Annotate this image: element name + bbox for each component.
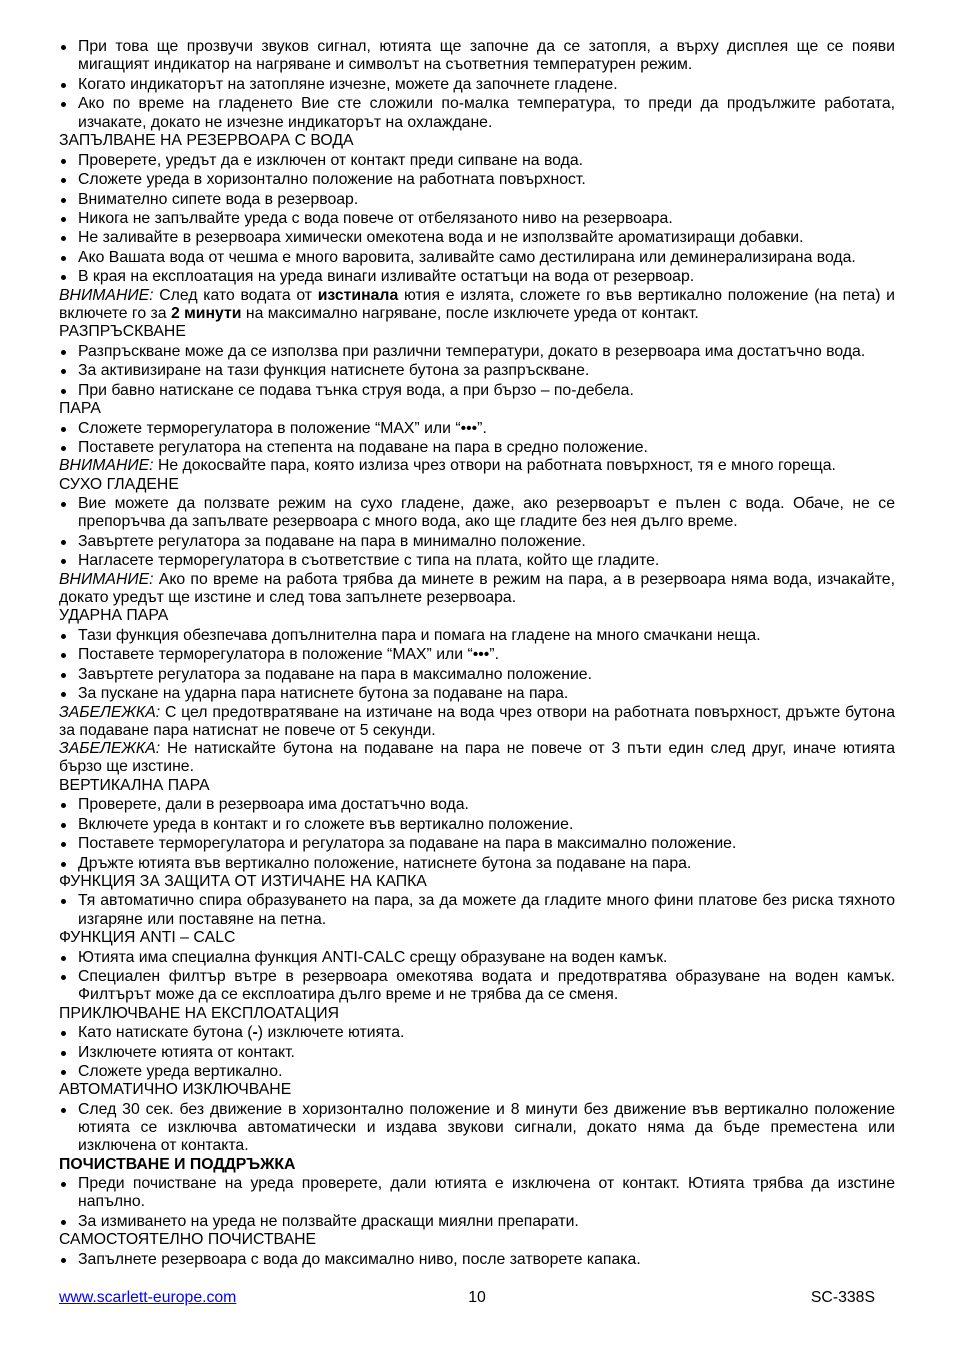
text-run: ПРИКЛЮЧВАНЕ НА ЕКСПЛОАТАЦИЯ <box>59 1004 340 1022</box>
text-run: Не докосвайте пара, която излиза чрез отвори на работната повърхност, тя е много гореща. <box>153 457 836 475</box>
section-heading <box>59 1081 895 1099</box>
list-item <box>59 171 895 189</box>
section-heading <box>59 132 895 150</box>
text-run: С цел предотвратяване на изтичане на вода чрез отвори на работната повърхност, дръжте бутона за подаване пара натиснат не повече от 5 секунди. <box>59 703 895 739</box>
list-item <box>59 152 895 170</box>
bullet-icon <box>61 275 66 280</box>
text-run: Не заливайте в резервоара химически омекотена вода и не използвайте ароматизиращи добавки. <box>78 229 804 247</box>
text-run: Специален филтър вътре в резервоара омекотява водата и предотвратява образуване на воден камък. Филтърът може да се експлоатира дълго време и не трябва да се сменя. <box>78 967 895 1004</box>
text-run: Внимателно сипете вода в резервоар. <box>78 190 359 208</box>
text-run: ПАРА <box>59 400 101 418</box>
bullet-icon <box>61 45 66 50</box>
bullet-icon <box>61 369 66 374</box>
note-paragraph <box>59 457 895 475</box>
note-label: ВНИМАНИЕ: <box>59 457 154 475</box>
note-paragraph <box>59 571 895 608</box>
list-item <box>59 249 895 267</box>
bullet-icon <box>61 862 66 867</box>
bullet-icon <box>61 842 66 847</box>
section-heading <box>59 476 895 494</box>
text-run: Ако по време на гладенето Вие сте сложили по-малка температура, то преди да продължите работата, изчакате, докато не изчезне индикаторът на охлаждане. <box>78 95 895 131</box>
bullet-icon <box>61 1108 66 1113</box>
text-run: ФУНКЦИЯ ANTI – CALC <box>59 929 236 947</box>
text-run: Ако по време на работа трябва да минете в режим на пара, а в резервоара няма вода, изчакайте, докато уредът ще изстине и след това запълнете резервоара. <box>59 570 895 606</box>
text-run: Разпръскване може да се използва при различни температури, докато в резервоара има достатъчно вода. <box>78 342 866 360</box>
list-item <box>59 210 895 228</box>
bullet-icon <box>61 217 66 222</box>
list-item <box>59 1175 895 1212</box>
text-run: ютия е излята, сложете го във вертикално положение (на пета) и включете го за <box>59 286 896 323</box>
note-paragraph <box>59 287 895 324</box>
text-run: За измиването на уреда не ползвайте драскащи миялни препарати. <box>78 1212 579 1230</box>
list-item <box>59 796 895 814</box>
bullet-icon <box>61 446 66 451</box>
bullet-icon <box>61 1070 66 1075</box>
bullet-icon <box>61 692 66 697</box>
text-run: РАЗПРЪСКВАНЕ <box>59 323 186 341</box>
bullet-icon <box>61 803 66 808</box>
text-run: Сложете уреда в хоризонтално положение на работната повърхност. <box>78 171 586 189</box>
text-run: на максимално нагряване, после изключете уреда от контакт. <box>241 305 699 323</box>
text-run: Завъртете регулатора за подаване на пара в минимално положение. <box>78 532 586 550</box>
text-run: Когато индикаторът на затопляне изчезне, можете да започнете гладене. <box>78 75 618 93</box>
section-heading <box>59 777 895 795</box>
list-item <box>59 685 895 703</box>
list-item <box>59 495 895 532</box>
text-run: Никога не запълвайте уреда с вода повече от отбелязаното ниво на резервоара. <box>78 209 673 227</box>
list-item <box>59 892 895 929</box>
list-item <box>59 1101 895 1156</box>
bullet-icon <box>61 389 66 394</box>
list-item <box>59 229 895 247</box>
list-item <box>59 76 895 94</box>
bullet-icon <box>61 540 66 545</box>
text-run: Дръжте ютията във вертикално положение, натиснете бутона за подаване на пара. <box>78 854 692 872</box>
bullet-icon <box>61 178 66 183</box>
text-run: АВТОМАТИЧНО ИЗКЛЮЧВАНЕ <box>59 1081 292 1099</box>
list-item <box>59 268 895 286</box>
note-label: ЗАБЕЛЕЖКА: <box>59 740 161 758</box>
list-item <box>59 1024 895 1042</box>
bullet-icon <box>61 899 66 904</box>
bullet-icon <box>61 159 66 164</box>
model-number: SC-338S <box>810 1289 875 1306</box>
section-heading <box>59 1231 895 1249</box>
text-run: Проверете, уредът да е изключен от контакт преди сипване на вода. <box>78 151 584 169</box>
text-run: ) изключете ютията. <box>257 1024 405 1042</box>
bullet-icon <box>61 653 66 658</box>
note-label: ВНИМАНИЕ: <box>59 286 154 304</box>
text-run: ВЕРТИКАЛНА ПАРА <box>59 776 210 794</box>
text-run: За активизиране на тази функция натиснете бутона за разпръскване. <box>78 362 590 380</box>
bullet-icon <box>61 1220 66 1225</box>
text-run: Ако Вашата вода от чешма е много варовита, заливайте само дестилирана или деминерализирана вода. <box>78 248 856 266</box>
list-item <box>59 666 895 684</box>
text-run: Вие можете да ползвате режим на сухо гладене, даже, ако резервоарът е пълен с вода. Обаче, не се препоръчва да запълвате резервоара с много вода, ако ще гладите без нея дълго време. <box>78 495 895 531</box>
text-run: УДАРНА ПАРА <box>59 607 169 625</box>
list-item <box>59 627 895 645</box>
section-heading <box>59 929 895 947</box>
list-item <box>59 420 895 438</box>
text-run: Включете уреда в контакт и го сложете във вертикално положение. <box>78 815 574 833</box>
text-run: Запълнете резервоара с вода до максимално ниво, после затворете капака. <box>78 1250 641 1268</box>
text-run: При това ще прозвучи звуков сигнал, ютията ще започне да се затопля, а върху дисплея ще се появи мигащият индикатор на нагряване и символът на съответния температурен режим. <box>78 38 895 74</box>
bullet-icon <box>61 1051 66 1056</box>
bullet-icon <box>61 956 66 961</box>
text-run: Проверете, дали в резервоара има достатъчно вода. <box>78 796 469 814</box>
text-run: След като водата от <box>153 286 318 304</box>
list-item <box>59 1044 895 1062</box>
text-run: Тази функция обезпечава допълнителна пара и помага на гладене на много смачкани неща. <box>78 626 761 644</box>
note-label: ВНИМАНИЕ: <box>59 570 154 588</box>
list-item <box>59 1251 895 1269</box>
bullet-icon <box>61 559 66 564</box>
bullet-icon <box>61 236 66 241</box>
website-link[interactable]: www.scarlett-europe.com <box>59 1289 237 1306</box>
list-item <box>59 382 895 400</box>
text-run: СУХО ГЛАДЕНЕ <box>59 475 179 493</box>
emphasis-text: - <box>252 1024 258 1042</box>
section-heading <box>59 323 895 341</box>
text-run: Поставете терморегулатора и регулатора за подаване на пара в максимално положение. <box>78 835 737 853</box>
section-heading <box>59 1156 895 1174</box>
bullet-icon <box>61 1182 66 1187</box>
text-run: Ютията има специална функция ANTI-CALC срещу образуване на воден камък. <box>78 948 668 966</box>
text-run: Нагласете терморегулатора в съответствие с типа на плата, който ще гладите. <box>78 552 660 570</box>
bullet-icon <box>61 256 66 261</box>
bullet-icon <box>61 634 66 639</box>
list-item <box>59 95 895 132</box>
bullet-icon <box>61 673 66 678</box>
bullet-icon <box>61 1258 66 1263</box>
bullet-icon <box>61 1031 66 1036</box>
section-heading <box>59 400 895 418</box>
text-run: Завъртете регулатора за подаване на пара в максимално положение. <box>78 665 592 683</box>
list-item <box>59 191 895 209</box>
section-heading <box>59 873 895 891</box>
bullet-icon <box>61 502 66 507</box>
bullet-icon <box>61 823 66 828</box>
text-run: При бавно натискане се подава тънка струя вода, а при бързо – по-дебела. <box>78 381 634 399</box>
list-item <box>59 968 895 1005</box>
text-run: ЗАПЪЛВАНЕ НА РЕЗЕРВОАРА С ВОДА <box>59 132 354 150</box>
text-run: Не натискайте бутона на подаване на пара не повече от 3 пъти един след друг, иначе ютията бързо ще изстине. <box>59 740 895 776</box>
page-body <box>59 37 895 1269</box>
bullet-icon <box>61 102 66 107</box>
list-item <box>59 816 895 834</box>
note-paragraph <box>59 704 895 741</box>
list-item <box>59 855 895 873</box>
footer <box>0 1289 954 1309</box>
emphasis-text: 2 минути <box>170 305 242 323</box>
bullet-icon <box>61 350 66 355</box>
text-run: В края на експлоатация на уреда винаги изливайте остатъци на вода от резервоар. <box>78 268 695 286</box>
text-run: Поставете регулатора на степента на подаване на пара в средно положение. <box>78 439 648 457</box>
bullet-icon <box>61 975 66 980</box>
list-item <box>59 646 895 664</box>
text-run: Тя автоматично спира образуването на пара, за да можете да гладите много фини платове без риска тяхното изгаряне или поставяне на петна. <box>78 892 895 928</box>
bullet-icon <box>61 83 66 88</box>
list-item <box>59 949 895 967</box>
list-item <box>59 362 895 380</box>
text-run: След 30 сек. без движение в хоризонтално положение и 8 минути без движение във вертикално положение ютията се изключва автоматически и издава звукови сигнали, докато няма да бъде преместена или изключена от контакта. <box>78 1100 895 1155</box>
list-item <box>59 552 895 570</box>
section-heading <box>59 1005 895 1023</box>
text-run: За пускане на ударна пара натиснете бутона за подаване на пара. <box>78 685 569 703</box>
text-run: Сложете уреда вертикално. <box>78 1063 283 1081</box>
page-number: 10 <box>468 1289 486 1306</box>
list-item <box>59 439 895 457</box>
text-run: ФУНКЦИЯ ЗА ЗАЩИТА ОТ ИЗТИЧАНЕ НА КАПКА <box>59 872 427 890</box>
text-run: Преди почистване на уреда проверете, дали ютията е изключена от контакт. Ютията трябва да изстине напълно. <box>78 1175 895 1211</box>
list-item <box>59 533 895 551</box>
emphasis-text: изстинала <box>317 286 399 304</box>
text-run: САМОСТОЯТЕЛНО ПОЧИСТВАНЕ <box>59 1231 317 1249</box>
list-item <box>59 38 895 75</box>
text-run: Изключете ютията от контакт. <box>78 1043 295 1061</box>
list-item <box>59 1213 895 1231</box>
text-run: Сложете терморегулатора в положение “MAX” или “•••”. <box>78 419 487 437</box>
text-run: Поставете терморегулатора в положение “MAX” или “•••”. <box>78 646 499 664</box>
note-label: ЗАБЕЛЕЖКА: <box>59 703 161 721</box>
note-paragraph <box>59 740 895 777</box>
list-item <box>59 343 895 361</box>
section-heading <box>59 607 895 625</box>
emphasis-text: ПОЧИСТВАНЕ И ПОДДРЪЖКА <box>59 1155 296 1173</box>
list-item <box>59 835 895 853</box>
bullet-icon <box>61 427 66 432</box>
list-item <box>59 1063 895 1081</box>
text-run: Като натискате бутона ( <box>78 1024 253 1042</box>
bullet-icon <box>61 198 66 203</box>
